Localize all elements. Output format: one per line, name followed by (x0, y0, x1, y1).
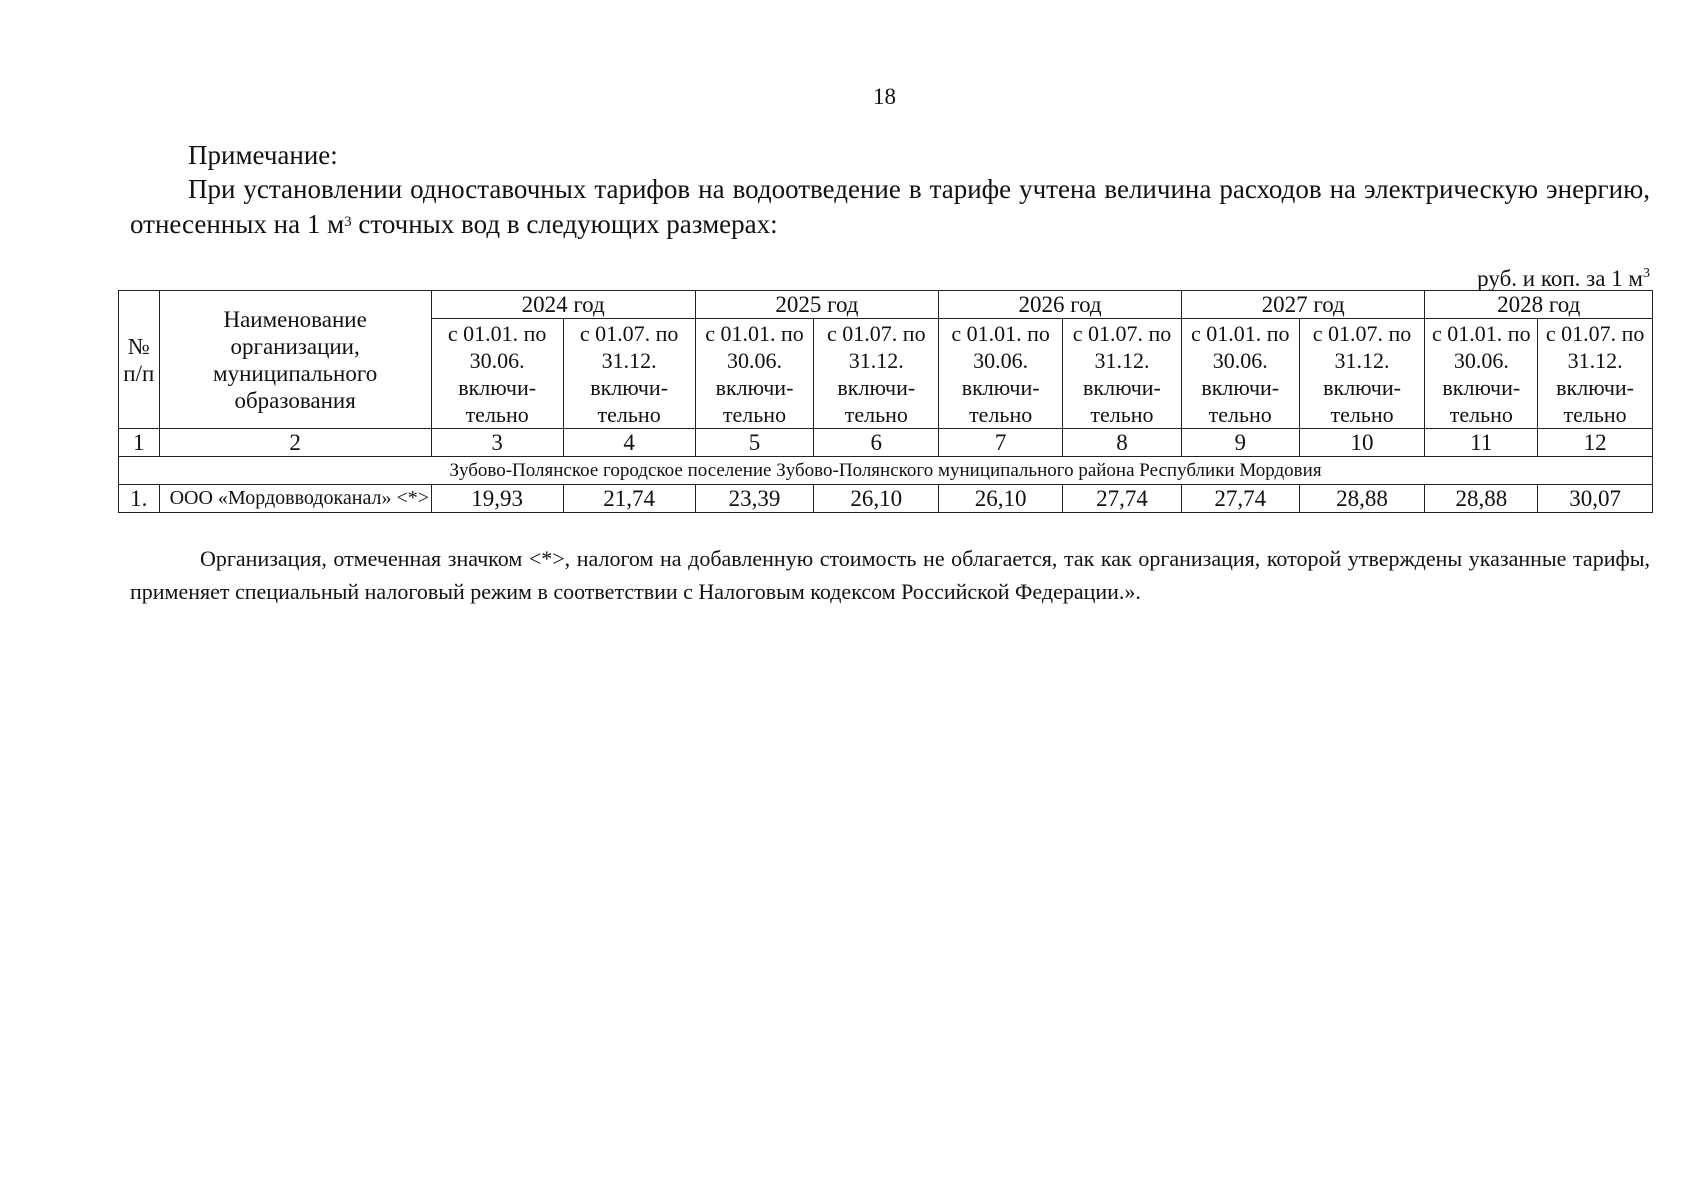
column-number: 7 (939, 429, 1063, 457)
col-no-header: № п/п (119, 291, 160, 429)
footnote: Организация, отмеченная значком <*>, налогом на добавленную стоимость не облагается, так как организация, которой утверждены указанные тарифы, применяет специальный налоговый режим в соответствии с Налоговым кодексом Российской Федерации.». (130, 546, 1650, 604)
period-header-second-half: с 01.07. по 31.12. включи-тельно (1063, 319, 1182, 429)
column-number: 12 (1538, 429, 1653, 457)
period-header-second-half: с 01.07. по 31.12. включи-тельно (1299, 319, 1425, 429)
note-heading: Примечание: (188, 140, 338, 170)
note-text (130, 172, 1650, 242)
tariff-value: 28,88 (1425, 485, 1538, 513)
year-header: 2027 год (1181, 291, 1425, 319)
column-number: 11 (1425, 429, 1538, 457)
col-name-header: Наименование организации, муниципального образования (159, 291, 431, 429)
column-number: 5 (695, 429, 814, 457)
tariff-value: 26,10 (939, 485, 1063, 513)
tariff-value: 26,10 (814, 485, 939, 513)
tariff-value: 21,74 (563, 485, 695, 513)
period-header-second-half: с 01.07. по 31.12. включи-тельно (1538, 319, 1653, 429)
note-text-after: сточных вод в следующих размерах: (351, 209, 778, 239)
period-header-second-half: с 01.07. по 31.12. включи-тельно (814, 319, 939, 429)
note-superscript: 3 (344, 214, 352, 230)
tariff-table (118, 290, 1653, 513)
tariff-value: 19,93 (431, 485, 563, 513)
units-label (1477, 266, 1650, 292)
page-number: 18 (873, 84, 896, 109)
column-number: 4 (563, 429, 695, 457)
tariff-value: 30,07 (1538, 485, 1653, 513)
region-name: Зубово-Полянское городское поселение Зубово-Полянского муниципального района Республики Мордовия (119, 457, 1653, 485)
tariff-value: 27,74 (1063, 485, 1182, 513)
units-superscript: 3 (1643, 266, 1650, 281)
column-number: 10 (1299, 429, 1425, 457)
period-header-first-half: с 01.01. по 30.06. включи-тельно (1181, 319, 1299, 429)
period-header-first-half: с 01.01. по 30.06. включи-тельно (695, 319, 814, 429)
column-number: 9 (1181, 429, 1299, 457)
period-header-first-half: с 01.01. по 30.06. включи-тельно (431, 319, 563, 429)
period-header-first-half: с 01.01. по 30.06. включи-тельно (939, 319, 1063, 429)
year-header: 2026 год (939, 291, 1182, 319)
note-text-before: При установлении одноставочных тарифов на водоотведение в тарифе учтена величина расходов на электрическую энергию, отнесенных на 1 м (130, 174, 1650, 239)
organization-name: ООО «Мордовводоканал» <*> (159, 485, 431, 513)
year-header: 2028 год (1425, 291, 1653, 319)
column-number-row (119, 429, 1653, 457)
year-header: 2025 год (695, 291, 939, 319)
table-row (119, 485, 1653, 513)
units-text: руб. и коп. за 1 м (1477, 266, 1643, 291)
tariff-value: 27,74 (1181, 485, 1299, 513)
year-header: 2024 год (431, 291, 695, 319)
column-number: 3 (431, 429, 563, 457)
column-number: 8 (1063, 429, 1182, 457)
row-number: 1. (119, 485, 160, 513)
tariff-value: 28,88 (1299, 485, 1425, 513)
column-number: 2 (159, 429, 431, 457)
column-number: 1 (119, 429, 160, 457)
period-header-second-half: с 01.07. по 31.12. включи-тельно (563, 319, 695, 429)
tariff-value: 23,39 (695, 485, 814, 513)
period-header-first-half: с 01.01. по 30.06. включи-тельно (1425, 319, 1538, 429)
region-row (119, 457, 1653, 485)
column-number: 6 (814, 429, 939, 457)
year-header-row (119, 291, 1653, 319)
